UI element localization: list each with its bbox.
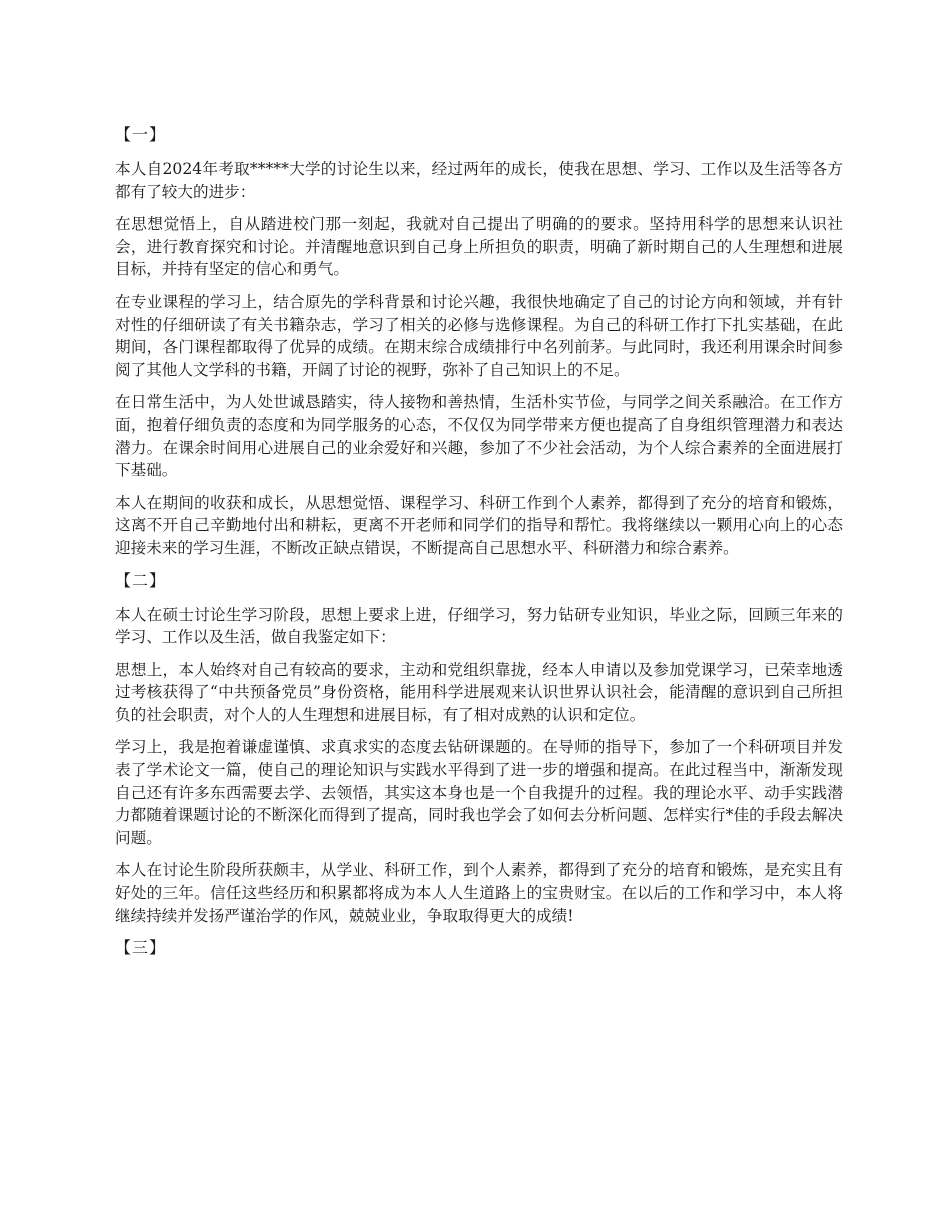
section-1 xyxy=(115,124,843,560)
paragraph: 学习上，我是抱着谦虚谨慎、求真求实的态度去钻研课题的。在导师的指导下，参加了一个科研项目并发表了学术论文一篇，使自己的理论知识与实践水平得到了进一步的增强和提高。在此过程当中，渐渐发现自己还有许多东西需要去学、去领悟，其实这本身也是一个自我提升的过程。我的理论水平、动手实践潜力都随着课题讨论的不断深化而得到了提高，同时我也学会了如何去分析问题、怎样实行*佳的手段去解决问题。 xyxy=(115,738,843,847)
section-heading: 【一】 xyxy=(115,125,167,144)
paragraph: 本人在讨论生阶段所获颇丰，从学业、科研工作，到个人素养，都得到了充分的培育和锻炼，是充实且有好处的三年。信任这些经历和积累都将成为本人人生道路上的宝贵财宝。在以后的工作和学习中，本人将继续持续并发扬严谨治学的作风，兢兢业业，争取取得更大的成绩! xyxy=(115,861,843,925)
section-heading: 【三】 xyxy=(115,938,167,958)
document-page xyxy=(115,124,843,971)
paragraph: 在日常生活中，为人处世诚恳踏实，待人接物和善热情，生活朴实节俭，与同学之间关系融洽。在工作方面，抱着仔细负责的态度和为同学服务的心态，不仅仅为同学带来方便也提高了自身组织管理潜力和表达潜力。在课余时间用心进展自己的业余爱好和兴趣，参加了不少社会活动，为个人综合素养的全面进展打下基础。 xyxy=(115,393,843,480)
paragraph: 思想上，本人始终对自己有较高的要求，主动和党组织靠拢，经本人申请以及参加党课学习，已荣幸地透过考核获得了“中共预备党员”身份资格，能用科学进展观来认识世界认识社会，能清醒的意识到自己所担负的社会职责，对个人的人生理想和进展目标，有了相对成熟的认识和定位。 xyxy=(115,660,843,724)
paragraph: 在专业课程的学习上，结合原先的学科背景和讨论兴趣，我很快地确定了自己的讨论方向和领域，并有针对性的仔细研读了有关书籍杂志，学习了相关的必修与选修课程。为自己的科研工作打下扎实基础，在此期间，各门课程都取得了优异的成绩。在期末综合成绩排行中名列前茅。与此同时，我还利用课余时间参阅了其他人文学科的书籍，开阔了讨论的视野，弥补了自己知识上的不足。 xyxy=(115,292,843,379)
section-3 xyxy=(115,937,843,959)
paragraph: 在思想觉悟上，自从踏进校门那一刻起，我就对自己提出了明确的的要求。坚持用科学的思想来认识社会，进行教育探究和讨论。并清醒地意识到自己身上所担负的职责，明确了新时期自己的人生理想和进展目标，并持有坚定的信心和勇气。 xyxy=(115,215,843,279)
section-2 xyxy=(115,570,843,928)
paragraph: 本人在期间的收获和成长，从思想觉悟、课程学习、科研工作到个人素养，都得到了充分的培育和锻炼，这离不开自己辛勤地付出和耕耘，更离不开老师和同学们的指导和帮忙。我将继续以一颗用心向上的心态迎接未来的学习生涯，不断改正缺点错误，不断提高自己思想水平、科研潜力和综合素养。 xyxy=(115,493,843,557)
paragraph: 本人在硕士讨论生学习阶段，思想上要求上进，仔细学习，努力钻研专业知识，毕业之际，回顾三年来的学习、工作以及生活，做自我鉴定如下： xyxy=(115,605,843,647)
section-heading: 【二】 xyxy=(115,570,167,590)
paragraph: 本人自2024年考取*****大学的讨论生以来，经过两年的成长，使我在思想、学习、工作以及生活等各方都有了较大的进步： xyxy=(115,160,843,201)
